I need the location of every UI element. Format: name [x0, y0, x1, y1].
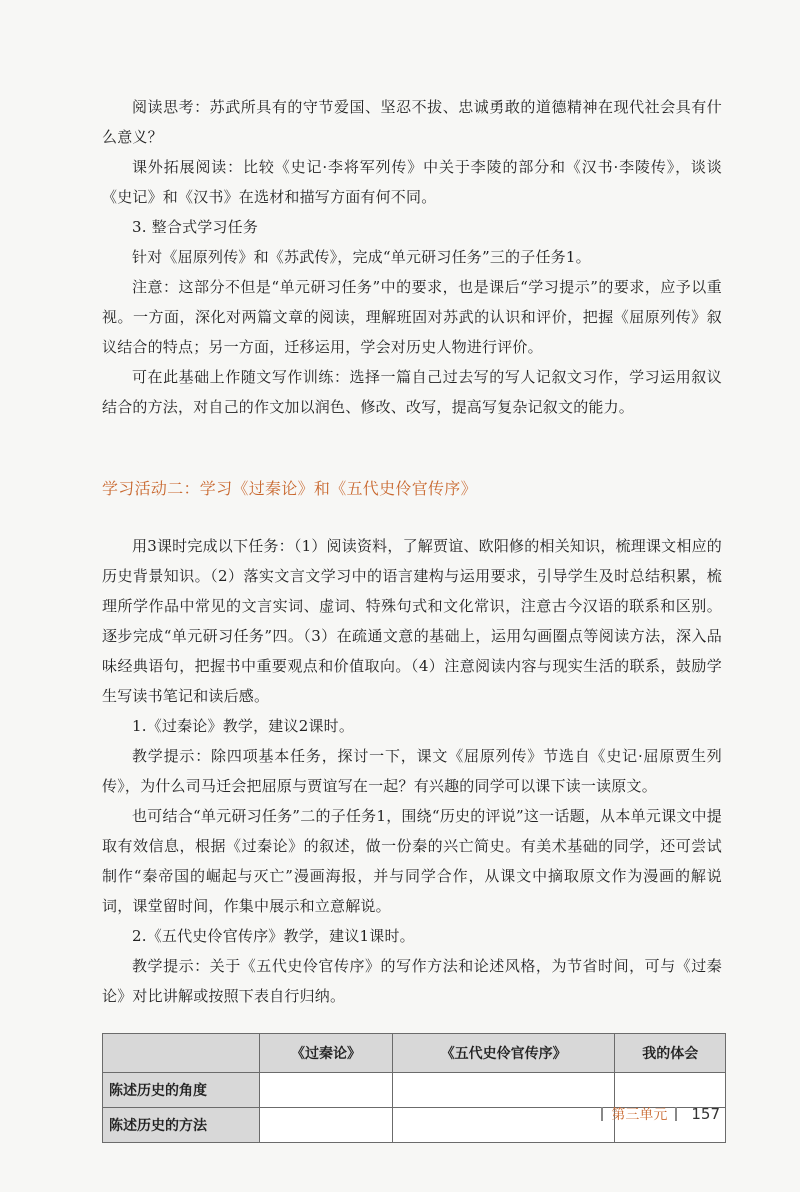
- section-heading: 学习活动二：学习《过秦论》和《五代史伶官传序》: [102, 479, 477, 498]
- paragraph: 教学提示：除四项基本任务，探讨一下，课文《屈原列传》节选自《史记·屈原贾生列传》，为什么司马迁会把屈原与贾谊写在一起？有兴趣的同学可以课下读一读原文。: [102, 747, 722, 795]
- paragraph: 阅读思考：苏武所具有的守节爱国、坚忍不拔、忠诚勇敢的道德精神在现代社会具有什么意义？: [102, 98, 722, 146]
- table-header-cell: 《五代史伶官传序》: [392, 1034, 615, 1073]
- paragraph: 教学提示：关于《五代史伶官传序》的写作方法和论述风格，为节省时间，可与《过秦论》对比讲解或按照下表自行归纳。: [102, 957, 722, 1005]
- table-row-label: 陈述历史的角度: [103, 1073, 260, 1108]
- footer-divider: [601, 1107, 603, 1121]
- paragraph: 注意：这部分不但是“单元研习任务”中的要求，也是课后“学习提示”的要求，应予以重视。一方面，深化对两篇文章的阅读，理解班固对苏武的认识和评价，把握《屈原列传》叙议结合的特点；另一方面，迁移运用，学会对历史人物进行评价。: [102, 278, 722, 356]
- paragraph: 也可结合“单元研习任务”二的子任务1，围绕“历史的评说”这一话题，从本单元课文中提取有效信息，根据《过秦论》的叙述，做一份秦的兴亡简史。有美术基础的同学，还可尝试制作“秦帝国的崛起与灭亡”漫画海报，并与同学合作，从课文中摘取原文作为漫画的解说词，课堂留时间，作集中展示和立意解说。: [102, 807, 722, 915]
- table-row-label: 陈述历史的方法: [103, 1108, 260, 1143]
- unit-label: 第三单元: [611, 1107, 668, 1123]
- subsection-title: 1.《过秦论》教学，建议2课时。: [132, 717, 355, 735]
- table-header-row: [103, 1034, 726, 1073]
- table-row: [103, 1073, 726, 1108]
- table-cell: [260, 1073, 393, 1108]
- table-cell: [392, 1073, 615, 1108]
- table-header-cell: 我的体会: [615, 1034, 726, 1073]
- subsection-title: 3. 整合式学习任务: [132, 218, 259, 236]
- page-number: 157: [691, 1105, 720, 1123]
- table-header-cell: [103, 1034, 260, 1073]
- table-cell: [615, 1073, 726, 1108]
- table-header-cell: 《过秦论》: [260, 1034, 393, 1073]
- comparison-table: [102, 1033, 726, 1143]
- subsection-title: 2.《五代史伶官传序》教学，建议1课时。: [132, 927, 415, 945]
- table-cell: [260, 1108, 393, 1143]
- footer-divider: [675, 1107, 677, 1121]
- paragraph: 可在此基础上作随文写作训练：选择一篇自己过去写的写人记叙文习作，学习运用叙议结合的方法，对自己的作文加以润色、修改、改写，提高写复杂记叙文的能力。: [102, 368, 722, 416]
- table-cell: [392, 1108, 615, 1143]
- paragraph: 课外拓展阅读：比较《史记·李将军列传》中关于李陵的部分和《汉书·李陵传》，谈谈《史记》和《汉书》在选材和描写方面有何不同。: [102, 158, 722, 206]
- page-footer: [601, 1104, 720, 1124]
- paragraph: 针对《屈原列传》和《苏武传》，完成“单元研习任务”三的子任务1。: [132, 248, 591, 266]
- page-content: [102, 92, 722, 1143]
- paragraph: 用3课时完成以下任务：（1）阅读资料，了解贾谊、欧阳修的相关知识，梳理课文相应的历史背景知识。（2）落实文言文学习中的语言建构与运用要求，引导学生及时总结积累，梳理所学作品中常见的文言实词、虚词、特殊句式和文化常识，注意古今汉语的联系和区别。逐步完成“单元研习任务”四。（3）在疏通文意的基础上，运用勾画圈点等阅读方法，深入品味经典语句，把握书中重要观点和价值取向。（4）注意阅读内容与现实生活的联系，鼓励学生写读书笔记和读后感。: [102, 537, 722, 705]
